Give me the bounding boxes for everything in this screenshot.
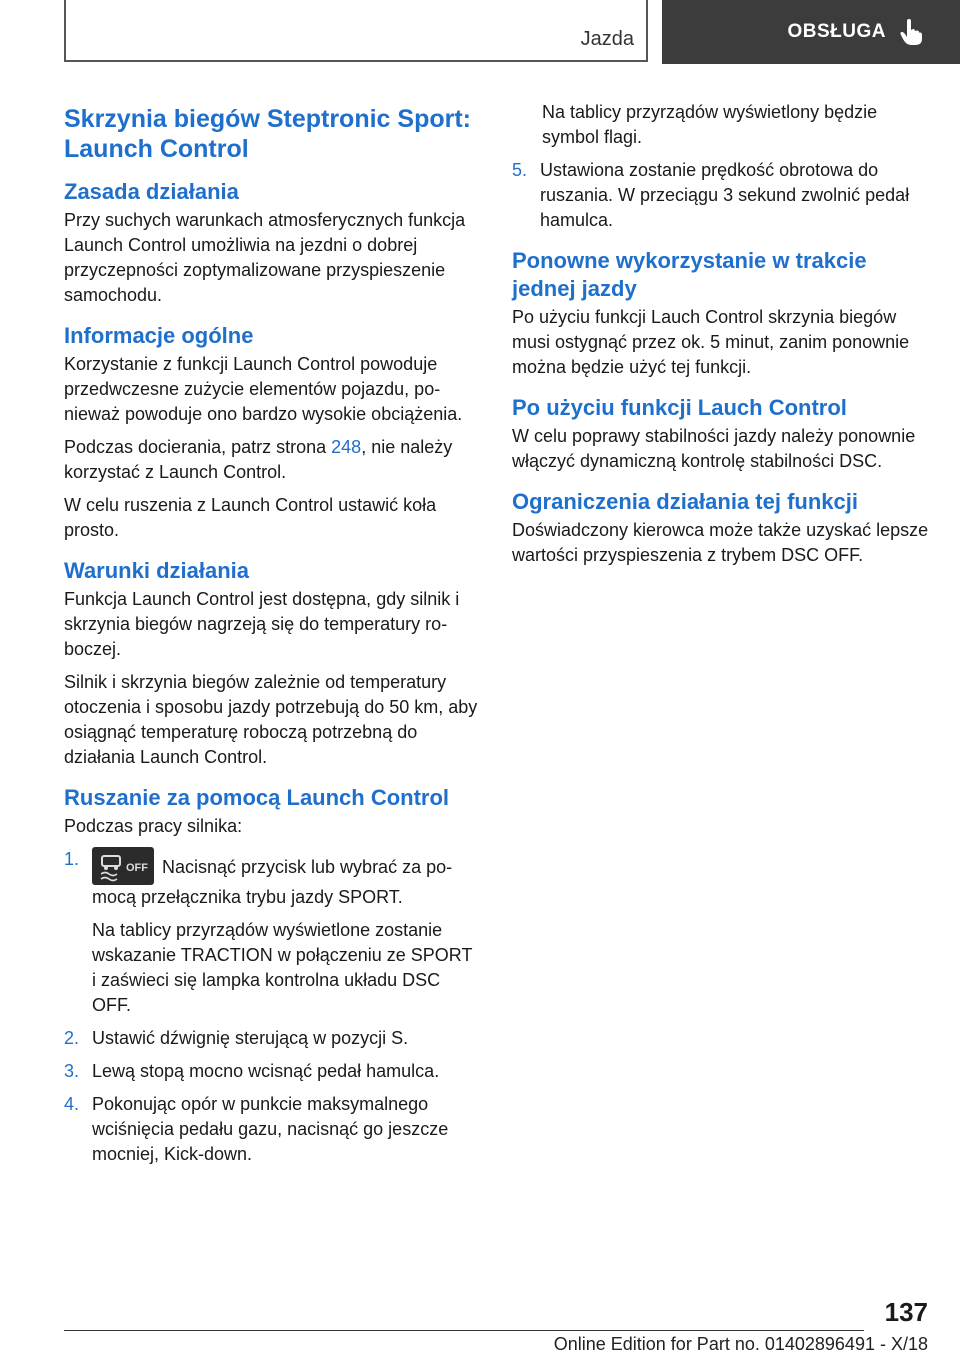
heading-conditions: Warunki działania	[64, 558, 250, 583]
right-column	[512, 100, 932, 576]
list-item	[64, 847, 480, 1018]
page-number: 137	[884, 1297, 928, 1327]
footer-edition: Online Edition for Part no. 01402896491 - X/18	[553, 1334, 928, 1354]
footer-divider	[64, 1330, 864, 1331]
paragraph: Korzystanie z funkcji Launch Control powoduje przedwczesne zużycie elementów pojazdu, ponieważ powoduje ono bardzo wysokie obciążenia.	[64, 354, 463, 424]
paragraph: W celu poprawy stabilności jazdy należy ponownie włączyć dynamiczną kontrolę stabilności DSC.	[512, 426, 916, 471]
page-reference-link[interactable]: 248	[331, 437, 362, 457]
heading-limitations: Ograniczenia działania tej funkcji	[512, 489, 858, 514]
paragraph-with-link: Podczas docierania, patrz strona 248, nie należy korzystać z Launch Control.	[64, 437, 453, 482]
paragraph: Silnik i skrzynia biegów zależnie od temperatury otoczenia i sposobu jazdy potrzebują do 50 km, aby osiągnąć temperaturę roboczą potrzebną do działania Launch Control.	[64, 672, 478, 767]
header-section-title: Jazda	[580, 28, 634, 50]
step-continuation-text: Na tablicy przyrządów wyświetlony będzie symbol flagi.	[542, 102, 878, 147]
heading-principle: Zasada działania	[64, 179, 239, 204]
step-extra-text: Na tablicy przyrządów wyświetlone zostanie wskazanie TRACTION w połączeniu ze SPORT i zaświeci się lampka kontrolna układu DSC OFF.	[92, 920, 473, 1015]
step-number: 1.	[64, 849, 80, 869]
dsc-off-button-icon	[92, 847, 154, 885]
step-number: 3.	[64, 1061, 80, 1081]
svg-text:OFF: OFF	[126, 862, 148, 874]
page-title: Skrzynia biegów Steptronic Sport: Launch Control	[64, 105, 471, 163]
step-text: Ustawiona zostanie prędkość obrotowa do ruszania. W przeciągu 3 sekund zwolnić pedał hamulca.	[540, 160, 910, 230]
step-number: 2.	[64, 1028, 80, 1048]
step-text: OFF Nacisnąć przycisk lub wybrać za pomocą przełącznika trybu jazdy SPORT.	[92, 847, 480, 910]
header-frame	[64, 0, 648, 62]
header-chapter-tab	[662, 0, 960, 64]
step-text: Ustawić dźwignię sterującą w pozycji S.	[92, 1028, 409, 1048]
list-item	[64, 1026, 480, 1051]
heading-reuse: Ponowne wykorzystanie w trakcie jednej jazdy	[512, 248, 867, 301]
list-item	[64, 1092, 480, 1167]
steps-list	[64, 847, 480, 1167]
paragraph: Funkcja Launch Control jest dostępna, gdy silnik i skrzynia biegów nagrzeją się do temperatury roboczej.	[64, 589, 460, 659]
heading-launch: Ruszanie za pomocą Launch Control	[64, 785, 450, 810]
step-text: Pokonując opór w punkcie maksymalnego wciśnięcia pedału gazu, nacisnąć go jeszcze mocniej, Kick-down.	[92, 1094, 449, 1164]
heading-after-use: Po użyciu funkcji Lauch Control	[512, 395, 847, 420]
paragraph: Podczas pracy silnika:	[64, 816, 243, 836]
paragraph: Po użyciu funkcji Lauch Control skrzynia biegów musi ostygnąć przez ok. 5 minut, zanim ponownie można będzie użyć tej funkcji.	[512, 307, 910, 377]
steps-list-continued	[512, 158, 932, 233]
list-item	[512, 158, 932, 233]
hand-pointer-icon	[900, 19, 922, 45]
paragraph: W celu ruszenia z Launch Control ustawić koła prosto.	[64, 495, 437, 540]
header-chapter-label: OBSŁUGA	[787, 21, 886, 42]
step-number: 4.	[64, 1094, 80, 1114]
heading-general-info: Informacje ogólne	[64, 323, 254, 348]
left-column	[64, 100, 480, 1175]
step-text: Lewą stopą mocno wcisnąć pedał hamulca.	[92, 1061, 440, 1081]
list-item	[64, 1059, 480, 1084]
paragraph: Doświadczony kierowca może także uzyskać lepsze wartości przyspieszenia z trybem DSC OFF.	[512, 520, 929, 565]
paragraph: Przy suchych warunkach atmosferycznych funkcja Launch Control umożliwia na jezdni o dobrej przyczepności zoptymalizowane przyspieszenie samochodu.	[64, 210, 466, 305]
step-number: 5.	[512, 160, 528, 180]
